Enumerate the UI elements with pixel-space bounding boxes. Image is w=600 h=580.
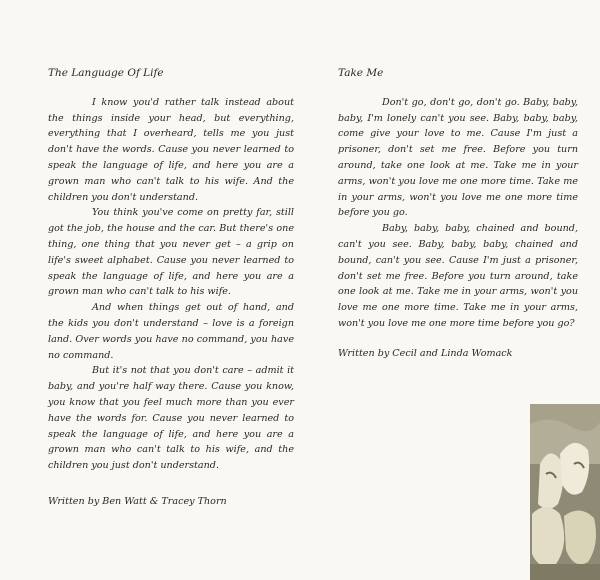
lyrics-paragraph: Don't go, don't go, don't go. Baby, baby, baby, I'm lonely can't you see. Baby, baby, baby, come give your love to me. Cause I'm just a prisoner, don't set me free. Before you turn around, take one look at me. Take me in your arms, won't you love me one more time. Take me in your arms, won't you love me one more time before you go. (338, 96, 578, 219)
lyrics-paragraph: Baby, baby, baby, chained and bound, can't you see. Baby, baby, baby, chained and bound, can't you see. Cause I'm just a prisoner, don't set me free. Before you turn around, take one look at me. Take me in your arms, won't you love me one more time. Take me in your arms, won't you love me one more time before you go? (338, 223, 578, 329)
lyrics-paragraph: I know you'd rather talk instead about the things inside your head, but everything, everything that I overheard, tells me you just don't have the words. Cause you never learned to speak the language of life, and here you are a grown man who can't talk to his wife. And the children you don't understand. (48, 96, 294, 203)
left-lyrics-column (48, 66, 294, 510)
song-title: The Language Of Life (48, 67, 164, 79)
lyrics-paragraph: But it's not that you don't care – admit it baby, and you're half way there. Cause you know, you know that you feel much more than you ever have the words for. Cause you never learned to speak the language of life, and here you are a grown man who can't talk to his wife, and the children you just don't understand. (48, 365, 294, 472)
right-lyrics-column (338, 66, 578, 362)
lyrics-paragraph: And when things get out of hand, and the kids you don't understand – love is a foreign land. Over words you have no command, you have no command. (48, 302, 294, 361)
songwriter-credit: Written by Cecil and Linda Womack (338, 347, 513, 359)
songwriter-credit: Written by Ben Watt & Tracey Thorn (48, 495, 227, 507)
swans-photo (530, 404, 600, 580)
lyrics-paragraph: You think you've come on pretty far, still got the job, the house and the car. But there's one thing, one thing that you never get – a grip on life's sweet alphabet. Cause you never learned to speak the language of life, and here you are a grown man who can't talk to his wife. (48, 207, 294, 298)
song-title: Take Me (338, 67, 384, 79)
